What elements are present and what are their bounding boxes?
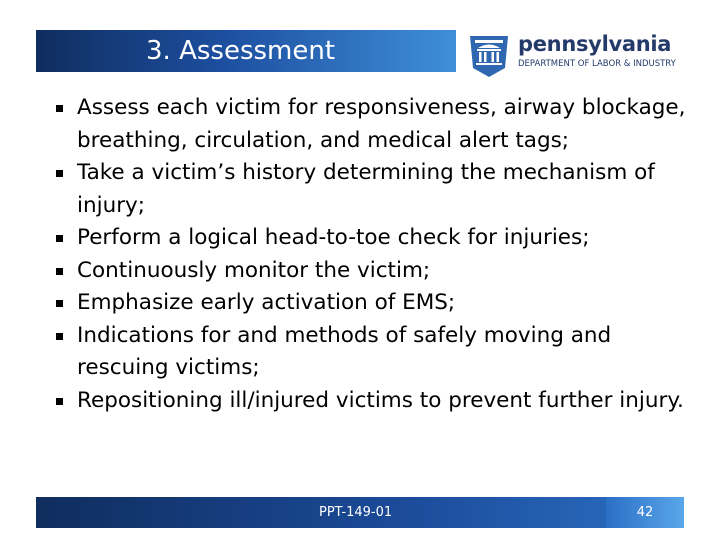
bullet-item — [56, 320, 696, 385]
bullet-item — [56, 222, 696, 255]
footer-code: PPT-149-01 — [319, 505, 393, 520]
bullet-item — [56, 287, 696, 320]
bullet-text: Emphasize early activation of EMS; — [77, 290, 456, 315]
footer-bar — [36, 497, 684, 528]
keystone-capitol-icon — [466, 30, 512, 78]
bullet-item — [56, 255, 696, 288]
bullet-square-icon — [56, 105, 63, 112]
bullet-square-icon — [56, 398, 63, 405]
bullet-text: Perform a logical head-to-toe check for injuries; — [77, 225, 590, 250]
slide-title: 3. Assessment — [146, 36, 336, 66]
bullet-text: Assess each victim for responsiveness, airway blockage, breathing, circulation, and medical alert tags; — [77, 95, 686, 153]
bullet-text: Indications for and methods of safely moving and rescuing victims; — [77, 322, 612, 380]
pennsylvania-logo — [466, 30, 696, 78]
logo-name: pennsylvania — [518, 32, 672, 56]
bullet-item — [56, 385, 696, 418]
bullet-text: Take a victim’s history determining the mechanism of injury; — [77, 160, 655, 218]
bullet-square-icon — [56, 268, 63, 275]
bullet-text: Repositioning ill/injured victims to prevent further injury. — [77, 387, 684, 413]
bullet-list — [56, 92, 696, 417]
bullet-square-icon — [56, 170, 63, 177]
bullet-item — [56, 92, 696, 157]
logo-subtitle: DEPARTMENT OF LABOR & INDUSTRY — [518, 59, 676, 69]
bullet-square-icon — [56, 235, 63, 242]
bullet-text: Continuously monitor the victim; — [77, 257, 431, 283]
title-bar — [36, 30, 456, 72]
bullet-square-icon — [56, 300, 63, 307]
bullet-square-icon — [56, 333, 63, 340]
bullet-item — [56, 157, 696, 222]
page-number: 42 — [606, 497, 684, 528]
